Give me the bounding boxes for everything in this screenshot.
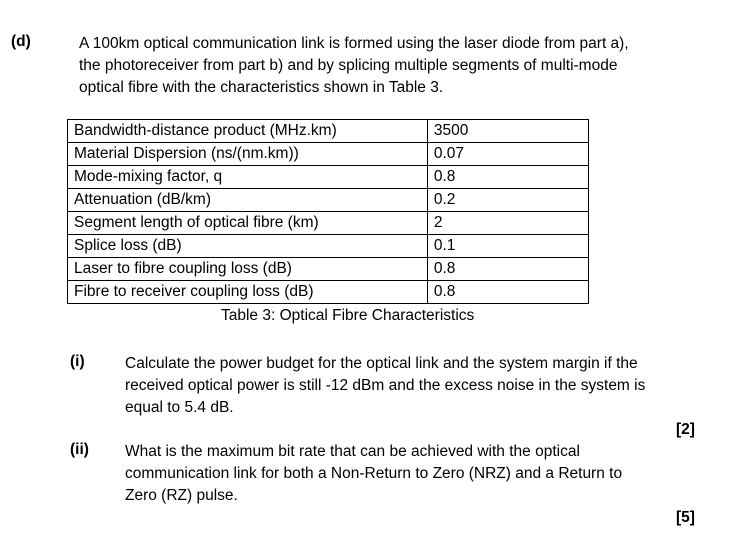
question-line: received optical power is still -12 dBm and the excess noise in the system is [125, 377, 646, 394]
part-d-label: (d) [11, 33, 31, 50]
intro-line: optical fibre with the characteristics shown in Table 3. [79, 79, 444, 96]
value-cell: 2 [427, 212, 588, 235]
property-cell: Laser to fibre coupling loss (dB) [68, 258, 428, 281]
question-i-text [125, 353, 645, 419]
question-ii-text [125, 441, 622, 507]
property-cell: Fibre to receiver coupling loss (dB) [68, 281, 428, 304]
intro-line: the photoreceiver from part b) and by splicing multiple segments of multi-mode [79, 57, 618, 74]
question-line: communication link for both a Non-Return to Zero (NRZ) and a Return to [125, 465, 623, 482]
question-i-label: (i) [70, 353, 85, 370]
question-ii-label: (ii) [70, 441, 89, 458]
question-line: What is the maximum bit rate that can be achieved with the optical [125, 443, 580, 460]
table-row [68, 281, 589, 304]
value-cell: 0.8 [427, 258, 588, 281]
property-cell: Material Dispersion (ns/(nm.km)) [68, 143, 428, 166]
table-row [68, 120, 589, 143]
table-row [68, 143, 589, 166]
part-d-intro [79, 33, 629, 99]
question-line: Zero (RZ) pulse. [125, 487, 238, 504]
table-row [68, 258, 589, 281]
intro-line: A 100km optical communication link is formed using the laser diode from part a), [79, 35, 629, 52]
table-row [68, 166, 589, 189]
question-ii-marks: [5] [676, 509, 695, 526]
property-cell: Segment length of optical fibre (km) [68, 212, 428, 235]
question-line: Calculate the power budget for the optical link and the system margin if the [125, 355, 638, 372]
value-cell: 0.8 [427, 166, 588, 189]
property-cell: Mode-mixing factor, q [68, 166, 428, 189]
table-row [68, 212, 589, 235]
table-caption: Table 3: Optical Fibre Characteristics [221, 307, 475, 324]
property-cell: Attenuation (dB/km) [68, 189, 428, 212]
table-row [68, 235, 589, 258]
fibre-characteristics-table [67, 119, 589, 304]
value-cell: 0.07 [427, 143, 588, 166]
value-cell: 0.8 [427, 281, 588, 304]
value-cell: 0.2 [427, 189, 588, 212]
property-cell: Bandwidth-distance product (MHz.km) [68, 120, 428, 143]
value-cell: 3500 [427, 120, 588, 143]
question-i-marks: [2] [676, 421, 695, 438]
property-cell: Splice loss (dB) [68, 235, 428, 258]
question-line: equal to 5.4 dB. [125, 399, 234, 416]
table-row [68, 189, 589, 212]
value-cell: 0.1 [427, 235, 588, 258]
